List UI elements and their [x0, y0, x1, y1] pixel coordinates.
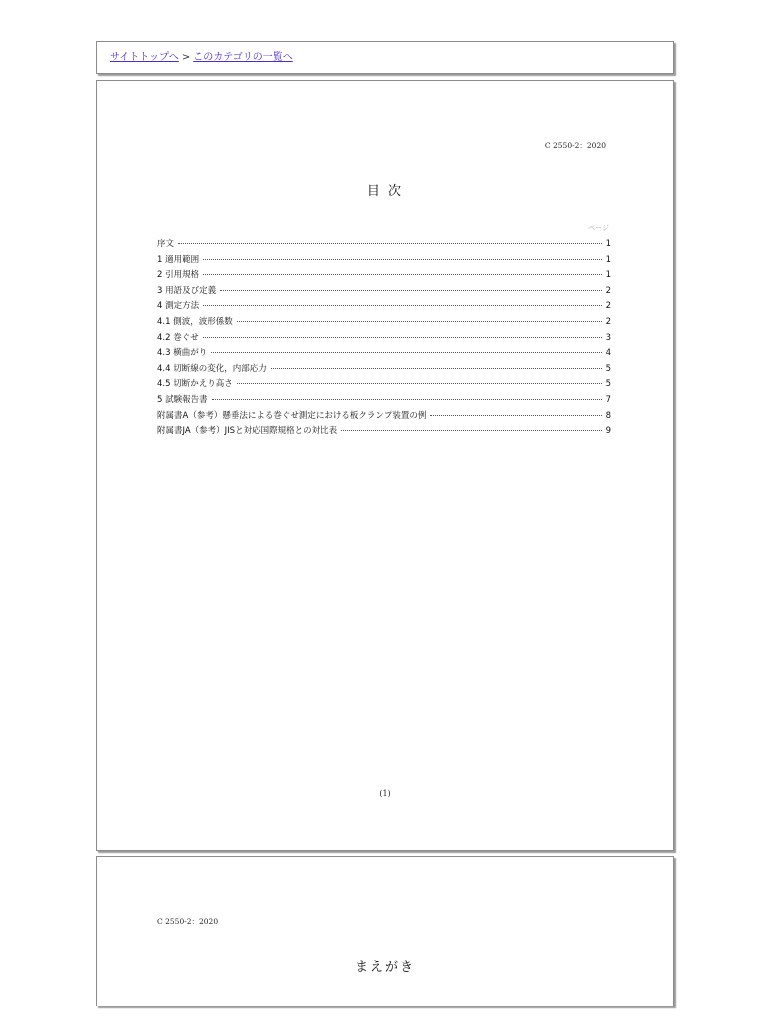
breadcrumb-separator: > [181, 52, 191, 63]
toc-entry [157, 253, 611, 269]
leader-dots [220, 290, 601, 291]
toc-heading: 目 次 [366, 184, 404, 199]
toc-entry-page: 2 [605, 301, 611, 312]
page-column-label: ページ [588, 224, 609, 232]
toc-entry-title: 4 測定方法 [157, 301, 200, 312]
breadcrumb-bar [96, 41, 674, 74]
document-page-2 [96, 856, 674, 1006]
toc-entry-title: 4.3 横曲がり [157, 348, 208, 359]
toc-entry-page: 2 [605, 285, 611, 296]
toc-entry [157, 268, 611, 284]
toc-entry-title: 2 引用規格 [157, 270, 200, 281]
document-page-1 [96, 80, 674, 851]
leader-dots [203, 337, 602, 338]
toc-entry-page: 5 [605, 363, 611, 374]
site-top-link[interactable]: サイトトップへ [110, 52, 179, 63]
toc-entry [157, 237, 611, 253]
leader-dots [341, 430, 601, 431]
leader-dots [203, 305, 601, 306]
toc-entry-title: 附属書A（参考）懸垂法による巻ぐせ測定における板クランプ装置の例 [157, 410, 427, 421]
document-number: C 2550-2：2020 [544, 141, 606, 150]
leader-dots [211, 352, 601, 353]
toc-entry-title: 4.1 側波，波形係数 [157, 316, 233, 327]
toc-entry [157, 299, 611, 315]
page-number: (1) [379, 789, 391, 798]
leader-dots [178, 243, 602, 244]
document-number: C 2550-2：2020 [157, 917, 219, 926]
toc-entry [157, 331, 611, 347]
leader-dots [237, 321, 602, 322]
toc-entry-page: 3 [605, 332, 611, 343]
table-of-contents [157, 237, 611, 440]
toc-entry [157, 393, 611, 409]
toc-entry-title: 4.5 切断かえり高さ [157, 379, 233, 390]
toc-entry-page: 2 [605, 316, 611, 327]
foreword-heading: まえがき [354, 960, 415, 975]
toc-entry-page: 7 [605, 394, 611, 405]
toc-entry-title: 4.2 巻ぐせ [157, 332, 199, 343]
leader-dots [212, 399, 602, 400]
toc-entry [157, 362, 611, 378]
category-list-link[interactable]: このカテゴリの一覧へ [193, 52, 293, 63]
toc-entry-page: 1 [605, 239, 611, 249]
leader-dots [203, 259, 601, 260]
toc-entry-page: 1 [605, 254, 611, 265]
toc-entry-page: 5 [605, 379, 611, 390]
toc-entry-title: 附属書JA（参考）JISと対応国際規格との対比表 [157, 426, 338, 437]
toc-entry [157, 284, 611, 300]
leader-dots [237, 383, 602, 384]
toc-entry [157, 346, 611, 362]
toc-entry-page: 1 [605, 270, 611, 281]
toc-entry-title: 4.4 切断線の変化，内部応力 [157, 363, 267, 374]
toc-entry-page: 8 [605, 410, 611, 421]
toc-entry [157, 377, 611, 393]
leader-dots [430, 415, 601, 416]
toc-entry [157, 409, 611, 425]
toc-entry-title: 1 適用範囲 [157, 254, 200, 265]
toc-entry-page: 4 [605, 348, 611, 359]
toc-entry-title: 序文 [157, 239, 175, 249]
toc-entry [157, 315, 611, 331]
leader-dots [271, 368, 602, 369]
toc-entry-title: 3 用語及び定義 [157, 285, 217, 296]
toc-entry-title: 5 試験報告書 [157, 394, 208, 405]
toc-entry [157, 424, 611, 440]
leader-dots [203, 274, 601, 275]
toc-entry-page: 9 [605, 426, 611, 437]
breadcrumb [110, 48, 293, 63]
